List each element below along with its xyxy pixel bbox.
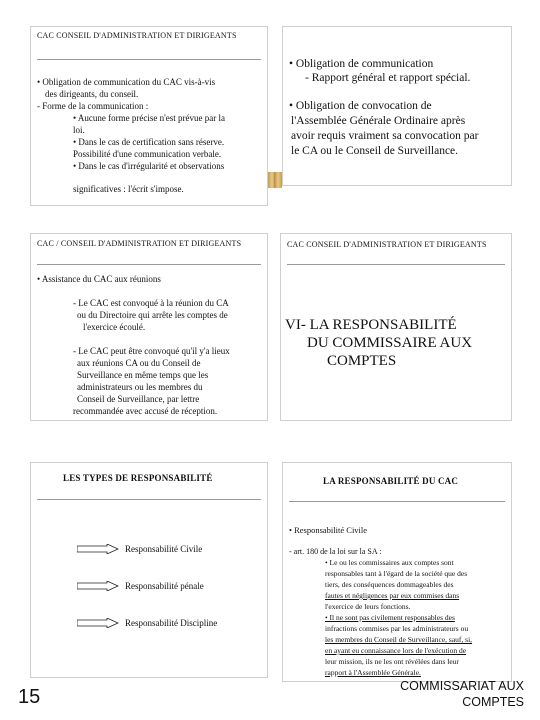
bullet-text: • Obligation de communication bbox=[289, 58, 434, 70]
bullet-text: - Rapport général et rapport spécial. bbox=[305, 72, 471, 84]
bullet-text: en ayant eu connaissance lors de l'exécution de bbox=[325, 646, 467, 655]
decorative-stripe bbox=[274, 172, 282, 188]
responsibility-type: Responsabilité Discipline bbox=[125, 618, 218, 628]
header-rule bbox=[289, 501, 505, 502]
bullet-text: • Dans le cas d'irrégularité et observations bbox=[73, 161, 225, 171]
bullet-text: - Le CAC est convoqué à la réunion du CA bbox=[73, 298, 229, 308]
arrow-right-icon bbox=[77, 544, 119, 554]
bullet-text: • Il ne sont pas civilement responsables des bbox=[325, 613, 455, 622]
section-title: DU COMMISSAIRE AUX bbox=[307, 335, 473, 351]
section-title: VI- LA RESPONSABILITÉ bbox=[285, 317, 457, 333]
bullet-text: • Le ou les commissaires aux comptes sont bbox=[325, 558, 454, 567]
bullet-text: le CA ou le Conseil de Surveillance. bbox=[291, 145, 459, 157]
responsibility-type: Responsabilité pénale bbox=[125, 581, 204, 591]
slide-header: CAC CONSEIL D'ADMINISTRATION ET DIRIGEANTS bbox=[287, 240, 487, 249]
bullet-text: • Obligation de convocation de bbox=[289, 100, 432, 112]
bullet-text: administrateurs ou les membres du bbox=[77, 382, 203, 392]
bullet-text: l'exercice de leurs fonctions. bbox=[325, 602, 411, 611]
slide-header: LA RESPONSABILITÉ DU CAC bbox=[323, 476, 459, 486]
arrow-right-icon bbox=[77, 618, 119, 628]
bullet-text: recommandée avec accusé de réception. bbox=[73, 406, 218, 416]
bullet-text: Possibilité d'une communication verbale. bbox=[73, 149, 222, 159]
bullet-text: - art. 180 de la loi sur la SA : bbox=[289, 547, 382, 556]
header-rule bbox=[37, 264, 261, 265]
footer-line: COMPTES bbox=[462, 694, 524, 709]
header-rule bbox=[287, 264, 505, 265]
responsibility-type: Responsabilité Civile bbox=[125, 544, 203, 554]
bullet-text: significatives : l'écrit s'impose. bbox=[73, 184, 184, 194]
bullet-text: des dirigeants, du conseil. bbox=[45, 89, 139, 99]
footer-title bbox=[400, 679, 524, 710]
bullet-text: aux réunions CA ou du Conseil de bbox=[77, 358, 201, 368]
bullet-text: • Obligation de communication du CAC vis-à-vis bbox=[37, 77, 216, 87]
slide-header: CAC / CONSEIL D'ADMINISTRATION ET DIRIGEANTS bbox=[37, 239, 242, 248]
header-rule bbox=[37, 59, 261, 60]
bullet-text: • Assistance du CAC aux réunions bbox=[37, 274, 161, 284]
bullet-text: les membres du Conseil de Surveillance, sauf, si, bbox=[325, 635, 473, 644]
bullet-text: Conseil de Surveillance, par lettre bbox=[77, 394, 200, 404]
slide-responsabilite-cac bbox=[282, 462, 512, 682]
bullet-text: l'exercice écoulé. bbox=[83, 322, 146, 332]
slide-types-responsabilite bbox=[30, 462, 268, 678]
bullet-text: l'Assemblée Générale Ordinaire après bbox=[291, 115, 466, 127]
slide-cac-conseil-2 bbox=[282, 26, 512, 186]
bullet-text: fautes et négligences par eux commises dans bbox=[325, 591, 460, 600]
footer-line: COMMISSARIAT AUX bbox=[400, 679, 524, 693]
bullet-text: - Le CAC peut être convoqué qu'il y'a lieux bbox=[73, 346, 230, 356]
bullet-text: Surveillance en même temps que les bbox=[77, 370, 209, 380]
bullet-text: ou du Directoire qui arrête les comptes de bbox=[77, 310, 228, 320]
header-rule bbox=[37, 499, 261, 500]
slide-assistance-reunions bbox=[30, 233, 268, 421]
slide-cac-conseil-1 bbox=[30, 26, 268, 206]
slide-header: LES TYPES DE RESPONSABILITÉ bbox=[63, 473, 213, 483]
slide-section-title bbox=[280, 233, 512, 421]
bullet-text: • Responsabilité Civile bbox=[289, 525, 368, 535]
bullet-text: infractions commises par les administrateurs ou bbox=[325, 624, 469, 633]
bullet-text: leur mission, ils ne les ont révélées dans leur bbox=[325, 657, 459, 666]
bullet-text: • Dans le cas de certification sans réserve. bbox=[73, 137, 225, 147]
section-title: COMPTES bbox=[327, 353, 397, 369]
bullet-text: loi. bbox=[73, 125, 85, 135]
page-number: 15 bbox=[18, 686, 41, 708]
bullet-text: • Aucune forme précise n'est prévue par la bbox=[73, 113, 225, 123]
bullet-text: tiers, des conséquences dommageables des bbox=[325, 580, 454, 589]
bullet-text: - Forme de la communication : bbox=[37, 101, 149, 111]
arrow-right-icon bbox=[77, 581, 119, 591]
slide-header: CAC CONSEIL D'ADMINISTRATION ET DIRIGEANTS bbox=[37, 31, 237, 40]
bullet-text: rapport à l'Assemblée Générale. bbox=[325, 668, 421, 677]
bullet-text: avoir requis vraiment sa convocation par bbox=[291, 130, 479, 142]
bullet-text: responsables tant à l'égard de la société que des bbox=[325, 569, 468, 578]
